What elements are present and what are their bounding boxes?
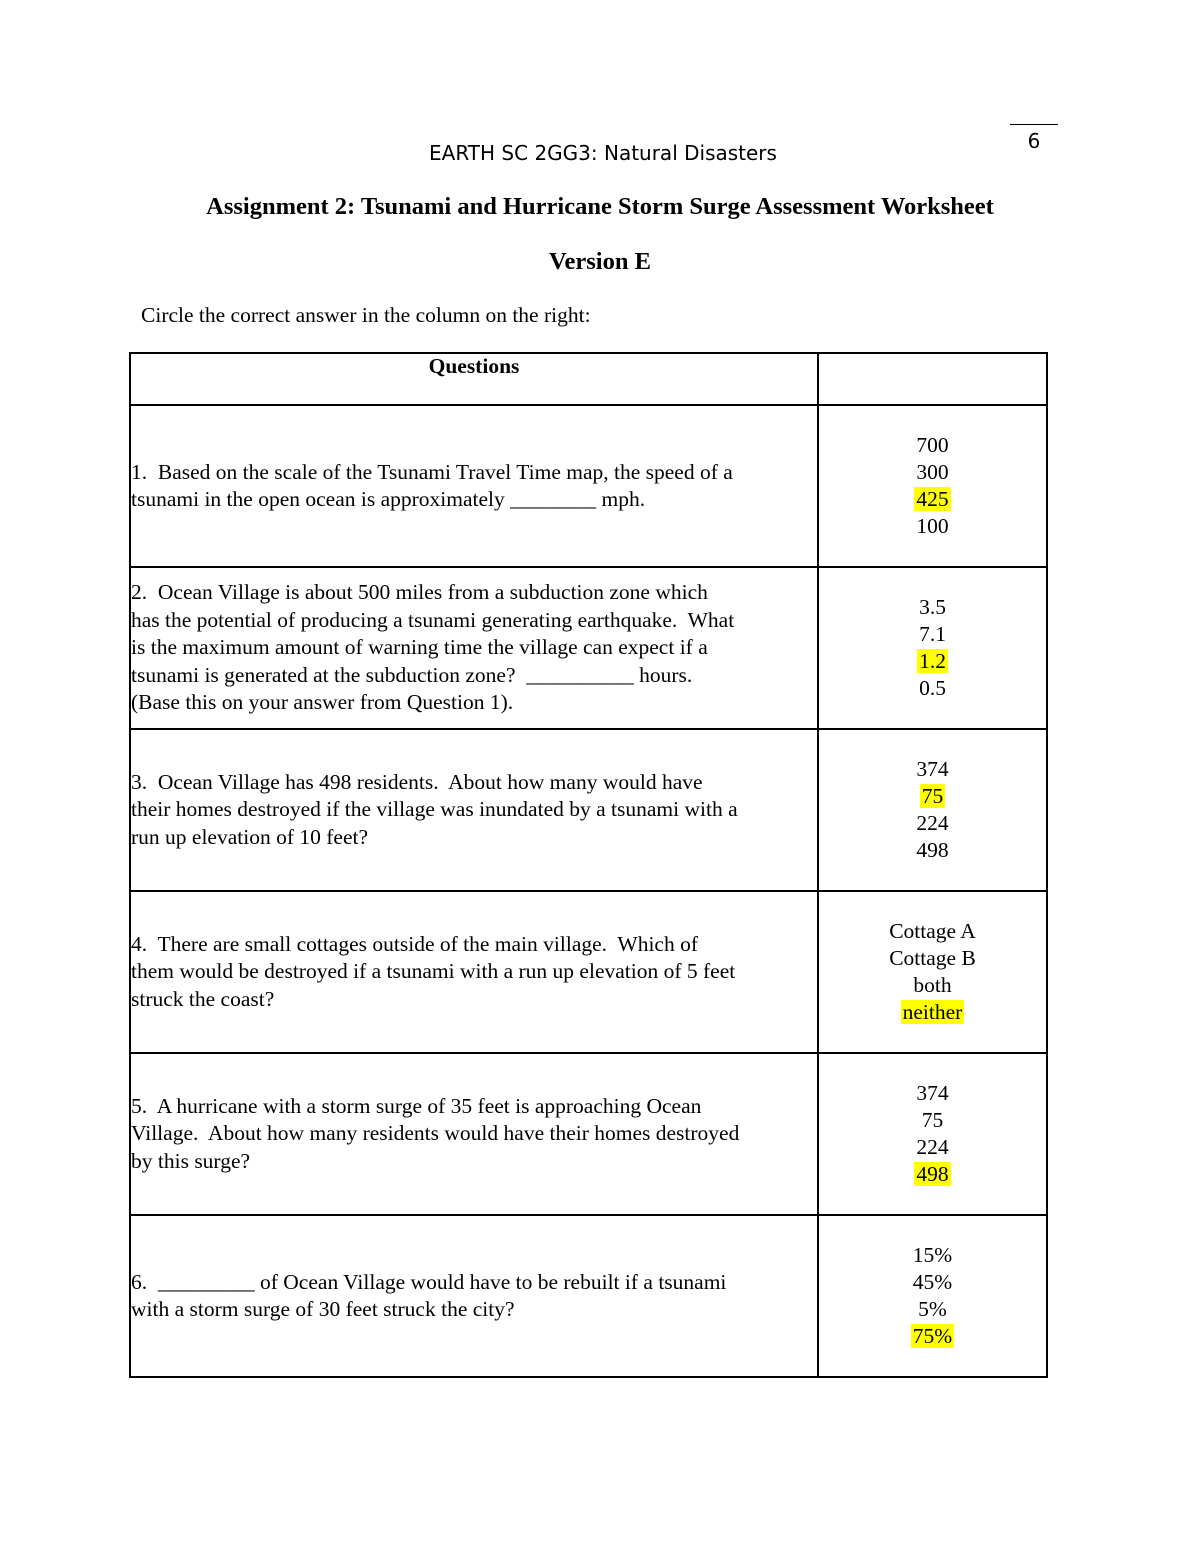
answer-option[interactable] (819, 432, 1046, 459)
question-cell (130, 729, 818, 891)
answer-option-label: 15% (912, 1243, 953, 1267)
answer-option[interactable] (819, 675, 1046, 702)
question-line: is the maximum amount of warning time the village can expect if a (131, 635, 708, 660)
answer-option-label: 5% (918, 1297, 947, 1321)
answer-option[interactable] (819, 1323, 1046, 1350)
highlighted-answer: 498 (916, 1162, 949, 1186)
version-label: Version E (549, 248, 651, 275)
answer-option[interactable] (819, 945, 1046, 972)
answer-option[interactable] (819, 783, 1046, 810)
question-line: 5. A hurricane with a storm surge of 35 feet is approaching Ocean (131, 1093, 702, 1118)
answer-option[interactable] (819, 594, 1046, 621)
highlighted-answer: 75 (921, 784, 944, 808)
highlighted-answer: neither (902, 1000, 963, 1024)
answer-option[interactable] (819, 459, 1046, 486)
question-cell (130, 1215, 818, 1377)
answer-option-label: Cottage B (889, 946, 976, 970)
question-cell (130, 405, 818, 567)
highlighted-answer: 75% (912, 1324, 953, 1348)
answer-option-label: 75 (921, 1108, 944, 1132)
instruction-text: Circle the correct answer in the column on the right: (141, 303, 591, 327)
table-row (130, 405, 1047, 567)
question-line: them would be destroyed if a tsunami with a run up elevation of 5 feet (131, 959, 736, 984)
question-line: 6. _________ of Ocean Village would have to be rebuilt if a tsunami (131, 1269, 727, 1294)
answer-option[interactable] (819, 918, 1046, 945)
questions-header: Questions (130, 353, 818, 405)
question-line: by this surge? (131, 1148, 251, 1173)
answer-option-label: 224 (916, 811, 949, 835)
question-line: 2. Ocean Village is about 500 miles from a subduction zone which (131, 580, 708, 605)
answer-option[interactable] (819, 756, 1046, 783)
question-line: tsunami in the open ocean is approximately ________ mph. (131, 487, 646, 511)
answer-option[interactable] (819, 1242, 1046, 1269)
answer-option[interactable] (819, 1296, 1046, 1323)
answer-option-label: 374 (916, 1081, 949, 1105)
answer-option[interactable] (819, 1134, 1046, 1161)
question-line: struck the coast? (131, 986, 275, 1011)
highlighted-answer: 1.2 (919, 649, 946, 673)
answer-option[interactable] (819, 810, 1046, 837)
answer-option-label: Cottage A (889, 919, 976, 943)
answer-option[interactable] (819, 1269, 1046, 1296)
answer-option-label: 700 (916, 433, 949, 457)
highlighted-answer: 425 (916, 487, 949, 511)
table-body (130, 405, 1047, 1377)
answers-header (818, 353, 1047, 405)
page-number: 6 (1010, 124, 1058, 153)
answer-option-label: 3.5 (919, 595, 946, 619)
answer-option-label: 498 (916, 838, 949, 862)
table-row (130, 891, 1047, 1053)
table-row (130, 1215, 1047, 1377)
table-row (130, 1053, 1047, 1215)
answer-option-label: 224 (916, 1135, 949, 1159)
worksheet-table (129, 352, 1048, 1378)
answer-option[interactable] (819, 837, 1046, 864)
answer-options-cell (818, 729, 1047, 891)
question-cell (130, 891, 818, 1053)
answer-option[interactable] (819, 648, 1046, 675)
answer-option-label: 45% (912, 1270, 953, 1294)
answer-option-label: both (913, 973, 952, 997)
answer-option-label: 100 (916, 514, 949, 538)
answer-options-cell (818, 891, 1047, 1053)
question-line: 1. Based on the scale of the Tsunami Travel Time map, the speed of a (131, 459, 733, 484)
table-row (130, 567, 1047, 729)
answer-option-label: 0.5 (919, 676, 946, 700)
page-title: Assignment 2: Tsunami and Hurricane Storm Surge Assessment Worksheet (206, 193, 994, 220)
answer-option-label: 7.1 (919, 622, 946, 646)
answer-option[interactable] (819, 972, 1046, 999)
question-line: has the potential of producing a tsunami generating earthquake. What (131, 607, 735, 632)
answer-option[interactable] (819, 486, 1046, 513)
answer-option[interactable] (819, 1161, 1046, 1188)
question-line: tsunami is generated at the subduction zone? __________ hours. (131, 662, 693, 687)
answer-option-label: 374 (916, 757, 949, 781)
table-row (130, 729, 1047, 891)
answer-option[interactable] (819, 513, 1046, 540)
question-line: 4. There are small cottages outside of the main village. Which of (131, 931, 698, 956)
answer-options-cell (818, 1053, 1047, 1215)
question-cell (130, 1053, 818, 1215)
answer-option[interactable] (819, 1107, 1046, 1134)
answer-option[interactable] (819, 1080, 1046, 1107)
answer-option[interactable] (819, 999, 1046, 1026)
answer-option[interactable] (819, 621, 1046, 648)
question-line: run up elevation of 10 feet? (131, 824, 369, 849)
question-line: (Base this on your answer from Question 1). (131, 690, 514, 715)
answer-options-cell (818, 567, 1047, 729)
question-line: their homes destroyed if the village was inundated by a tsunami with a (131, 797, 738, 822)
table-header-row (130, 353, 1047, 405)
answer-option-label: 300 (916, 460, 949, 484)
question-line: 3. Ocean Village has 498 residents. About how many would have (131, 769, 703, 794)
question-line: with a storm surge of 30 feet struck the city? (131, 1297, 515, 1321)
course-header: EARTH SC 2GG3: Natural Disasters (429, 141, 777, 165)
answer-options-cell (818, 405, 1047, 567)
question-cell (130, 567, 818, 729)
answer-options-cell (818, 1215, 1047, 1377)
question-line: Village. About how many residents would have their homes destroyed (131, 1121, 740, 1146)
